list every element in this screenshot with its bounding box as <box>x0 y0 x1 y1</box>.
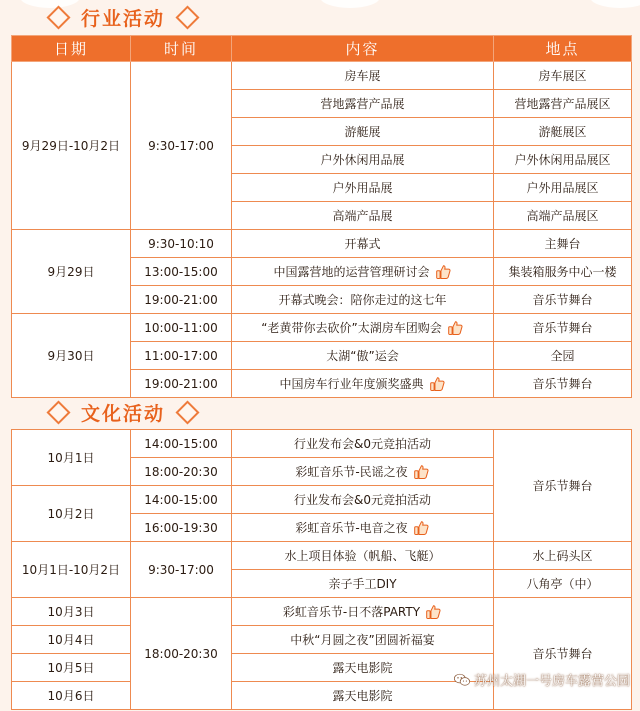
date-cell: 10月5日 <box>12 654 131 682</box>
thumbs-up-icon <box>435 264 452 281</box>
culture-section-heading <box>50 397 196 427</box>
top-decoration <box>320 0 380 8</box>
place-cell: 户外用品展区 <box>494 174 632 202</box>
content-cell <box>232 514 494 542</box>
content-cell: 太湖“傲”运会 <box>232 342 494 370</box>
time-cell: 16:00-19:30 <box>131 514 232 542</box>
time-cell: 9:30-10:10 <box>131 230 232 258</box>
date-cell: 10月1日 <box>12 430 131 486</box>
content-cell: 开幕式 <box>232 230 494 258</box>
industry-section-heading <box>50 2 196 32</box>
culture-table <box>11 429 632 710</box>
content-cell: 水上项目体验（帆船、飞艇） <box>232 542 494 570</box>
table-row <box>12 230 632 258</box>
place-cell: 主舞台 <box>494 230 632 258</box>
time-cell: 19:00-21:00 <box>131 370 232 398</box>
place-cell: 游艇展区 <box>494 118 632 146</box>
date-cell: 10月2日 <box>12 486 131 542</box>
thumbs-up-icon <box>429 376 446 393</box>
thumbs-up-icon <box>425 604 442 621</box>
date-cell: 9月29日 <box>12 230 131 314</box>
industry-section-title: 行业活动 <box>81 7 166 30</box>
place-cell: 音乐节舞台 <box>494 598 632 710</box>
content-cell: 游艇展 <box>232 118 494 146</box>
place-cell: 音乐节舞台 <box>494 286 632 314</box>
content-text: 中国露营地的运营管理研讨会 <box>273 264 430 279</box>
table-row <box>12 62 632 90</box>
date-cell: 10月1日-10月2日 <box>12 542 131 598</box>
content-text: 彩虹音乐节-日不落PARTY <box>282 604 421 619</box>
content-cell: 高端产品展 <box>232 202 494 230</box>
content-text: 彩虹音乐节-电音之夜 <box>295 520 408 535</box>
time-cell: 18:00-20:30 <box>131 458 232 486</box>
diamond-icon <box>175 5 199 29</box>
culture-section-title: 文化活动 <box>81 402 166 425</box>
content-text: 彩虹音乐节-民谣之夜 <box>295 464 408 479</box>
wechat-icon <box>454 673 470 687</box>
content-cell: 营地露营产品展 <box>232 90 494 118</box>
time-cell: 13:00-15:00 <box>131 258 232 286</box>
thumbs-up-icon <box>413 520 430 537</box>
time-cell: 9:30-17:00 <box>131 542 232 598</box>
content-cell: 开幕式晚会：陪你走过的这七年 <box>232 286 494 314</box>
place-cell: 营地露营产品展区 <box>494 90 632 118</box>
content-text: “老黄带你去砍价”太湖房车团购会 <box>261 320 442 335</box>
content-cell: 户外用品展 <box>232 174 494 202</box>
date-cell: 9月29日-10月2日 <box>12 62 131 230</box>
place-cell: 音乐节舞台 <box>494 370 632 398</box>
content-cell <box>232 258 494 286</box>
time-cell: 11:00-17:00 <box>131 342 232 370</box>
time-cell: 14:00-15:00 <box>131 430 232 458</box>
place-cell: 集装箱服务中心一楼 <box>494 258 632 286</box>
content-cell: 行业发布会&0元竞拍活动 <box>232 486 494 514</box>
content-cell: 房车展 <box>232 62 494 90</box>
thumbs-up-icon <box>447 320 464 337</box>
header-time: 时间 <box>131 36 232 62</box>
thumbs-up-icon <box>413 464 430 481</box>
content-cell: 行业发布会&0元竞拍活动 <box>232 430 494 458</box>
table-header-row <box>12 36 632 62</box>
header-content: 内容 <box>232 36 494 62</box>
watermark <box>454 670 630 689</box>
diamond-icon <box>46 5 70 29</box>
diamond-icon <box>175 400 199 424</box>
table-row <box>12 542 632 570</box>
content-cell <box>232 370 494 398</box>
table-row <box>12 314 632 342</box>
place-cell: 户外休闲用品展区 <box>494 146 632 174</box>
place-cell: 房车展区 <box>494 62 632 90</box>
top-decoration <box>590 0 640 8</box>
content-cell: 露天电影院 <box>232 682 494 710</box>
table-row <box>12 430 632 458</box>
date-cell: 9月30日 <box>12 314 131 398</box>
time-cell: 9:30-17:00 <box>131 62 232 230</box>
content-cell <box>232 598 494 626</box>
date-cell: 10月4日 <box>12 626 131 654</box>
content-cell: 露天电影院 <box>232 654 494 682</box>
content-text: 中国房车行业年度颁奖盛典 <box>279 376 424 391</box>
date-cell: 10月6日 <box>12 682 131 710</box>
time-cell: 19:00-21:00 <box>131 286 232 314</box>
diamond-icon <box>46 400 70 424</box>
time-cell: 18:00-20:30 <box>131 598 232 710</box>
place-cell: 全园 <box>494 342 632 370</box>
place-cell: 水上码头区 <box>494 542 632 570</box>
content-cell: 户外休闲用品展 <box>232 146 494 174</box>
header-date: 日期 <box>12 36 131 62</box>
place-cell: 音乐节舞台 <box>494 430 632 542</box>
place-cell: 八角亭（中） <box>494 570 632 598</box>
content-cell <box>232 314 494 342</box>
date-cell: 10月3日 <box>12 598 131 626</box>
place-cell: 音乐节舞台 <box>494 314 632 342</box>
time-cell: 14:00-15:00 <box>131 486 232 514</box>
place-cell: 高端产品展区 <box>494 202 632 230</box>
header-place: 地点 <box>494 36 632 62</box>
content-cell: 中秋“月圆之夜”团圆祈福宴 <box>232 626 494 654</box>
table-row <box>12 598 632 626</box>
industry-table <box>11 35 632 398</box>
time-cell: 10:00-11:00 <box>131 314 232 342</box>
content-cell <box>232 458 494 486</box>
watermark-text: 苏州太湖一号房车露营公园 <box>473 674 630 689</box>
content-cell: 亲子手工DIY <box>232 570 494 598</box>
